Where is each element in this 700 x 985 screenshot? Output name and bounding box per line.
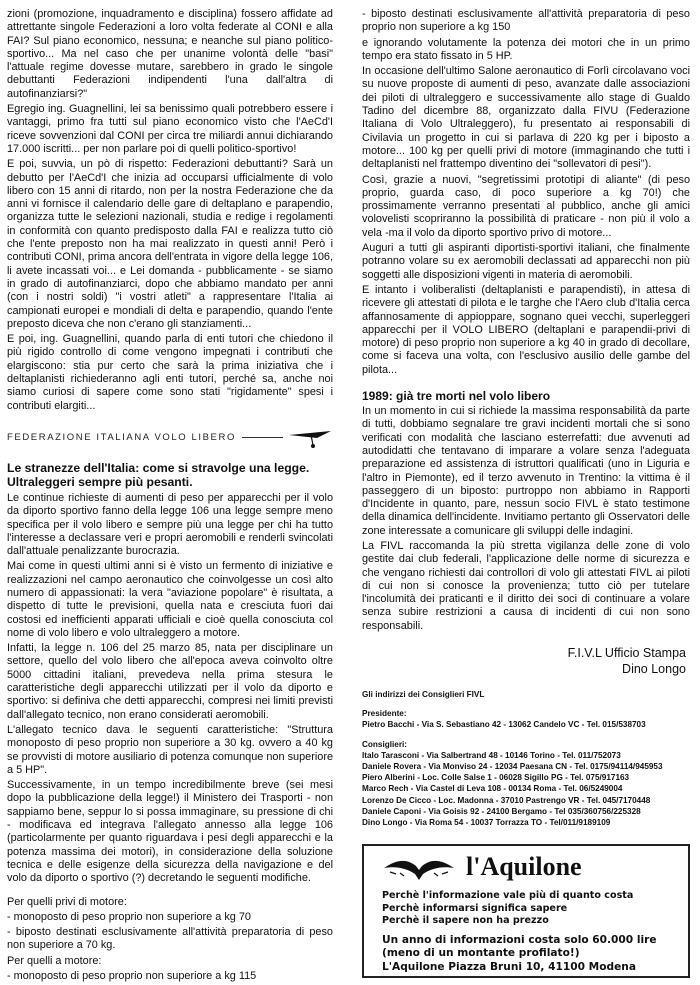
banner-divider [242, 437, 283, 438]
continued-paragraph: - biposto destinati esclusivamente all'attività preparatoria di peso proprio non superiore a kg 150 [362, 8, 690, 34]
hang-glider-icon [287, 427, 333, 449]
signature-office: F.I.V.L Ufficio Stampa [567, 646, 686, 661]
advert-offer [382, 934, 682, 975]
president-label: Presidente: [362, 709, 407, 719]
list-line: Per quelli a motore: [7, 954, 102, 967]
left-column [7, 8, 333, 985]
article-paragraph: Mai come in questi ultimi anni si è visto un fermento di iniziative e realizzazioni nel campo aeronautico che coinvolgesse un così alto numero di appassionati: la vera "aviazione popolare" è risultata, a dispetto di tutte le previsioni, quella nata e cresciuta fuori dai costosi ed inefficienti apparati ufficiali e cioè quella conosciuta col nome di volo libero e volo ultraleggero a motore. [7, 560, 333, 639]
right-column [362, 8, 690, 978]
section-title: 1989: già tre morti nel volo libero [362, 389, 551, 404]
article-title: Le stranezze dell'Italia: come si stravolge una legge. Ultraleggeri sempre più pesanti. [7, 460, 310, 490]
addresses-title: Gli indirizzi dei Consiglieri FIVL [362, 690, 485, 700]
article-paragraph: Le continue richieste di aumenti di peso per apparecchi per il volo da diporto sportivo fanno della legge 106 una legge sempre meno specifica per il volo libero e sempre più una legge per chi ha tutto l'interesse a declassare veri e propri aeromobili e renderli svincolati dall'attuale penalizzante burocrazia. [7, 491, 333, 558]
councillor-address: Lorenzo De Cicco - Loc. Madonna - 37010 Pastrengo VR - Tel. 045/7170448 [362, 795, 651, 805]
aquilone-advert [362, 844, 690, 978]
article-paragraph: Infatti, la legge n. 106 del 25 marzo 85, nata per disciplinare un settore, quello del volo libero che all'epoca aveva coinvolto oltre 5000 cittadini italiani, prevedeva nella prima stesura le caratteristiche degli apparecchi utilizzati per il volo da diporto e sportivo: si definiva che detti apparecchi, compresi nei limiti previsti dall'allegato tecnico, non erano considerati aeromobili. [7, 642, 333, 721]
continued-paragraph: e ignorando volutamente la potenza dei motori che in un primo tempo era stato fissato in 5 HP. [362, 36, 690, 62]
list-line: Per quelli privi di motore: [7, 895, 127, 908]
eagle-logo-icon [382, 852, 456, 882]
list-line: - monoposto di peso proprio non superiore a kg 115 [7, 970, 257, 982]
advert-slogan: Perchè il sapere non ha prezzo [382, 915, 549, 927]
councillor-address: Italo Tarasconi - Via Salbertrand 48 - 10146 Torino - Tel. 011/752073 [362, 750, 621, 760]
councillor-address: Marco Rech - Via Castel di Leva 108 - 00134 Roma - Tel. 06/5249004 [362, 784, 623, 794]
intro-paragraph: zioni (promozione, inquadramento e disciplina) fossero affidate ad attrettante singole Federazioni a loro volta federate al CONI e alla FAI? Sul piano economico, nessuna; e neanche sul piano politico-sportivo... Ma nel caso che per unanime volontà delle "basi" l'attuale regime dovesse mutare, sarebbero in grado le singole debuttanti Federazioni indipendenti l'una dall'altra di autofinanziarsi?" [7, 8, 333, 100]
councillor-address: Piero Alberini - Loc. Colle Salse 1 - 06028 Sigillo PG - Tel. 075/917163 [362, 773, 630, 783]
continued-paragraph: Così, grazie a nuovi, "segretissimi prototipi di aliante" (di peso proprio, guarda caso, di poco superiore a kg 70!) che prossimamente verranno presentati al pubblico, anche gli amici volovelisti scopriranno la possibilità di praticare - non più il volo a vela -ma il volo da diporto sportivo privo di motore... [362, 173, 690, 239]
section-paragraph: In un momento in cui si richiede la massima responsabilità da parte di tutti, dobbiamo segnalare tre gravi incidenti mortali che si sono verificati con modalità che lasciano esterrefatti: due avvenuti ad autodidatti che tentavano di imparare a volare senza l'adeguata preparazione ed assistenza di istruttori qualificati (uno in Liguria e l'altro in Piemonte), ed il terzo avvenuto in Trentino: la vittima è il passeggero di un biposto: purtroppo non abbiamo in Rapporti d'Incidente in quanto, pare, nessun socio FIVL è stato testimone della dinamica dell'incidente. Invitiamo pertanto gli Osservatori delle zone interessate a comunicare gli sviluppi delle indagini. [362, 405, 690, 537]
article-paragraph: L'allegato tecnico dava le seguenti caratteristiche: "Struttura monoposto di peso proprio non superiore a 30 kg. ovvero a 40 kg se provvisti di motore ausiliario di potenza comunque non superiore a 5 HP". [7, 723, 333, 776]
signature-name: Dino Longo [622, 662, 686, 677]
advert-slogans [382, 890, 682, 928]
continued-paragraph: E intanto i voliberalisti (deltaplanisti e parapendisti), in attesa di ricevere gli attestati di pilota e le targhe che l'Aero club d'Italia cerca affannosamente di appioppare, sognano quei vecchi, superleggeri apparecchi per il VOLO LIBERO (deltaplani e parapendii-privi di motore) di peso proprio non superiore a kg 40 in grado di decollare, come si faceva una volta, con l'esclusivo ausilio delle gambe del pilota... [362, 283, 690, 376]
fivl-banner-text: FEDERAZIONE ITALIANA VOLO LIBERO [7, 432, 236, 444]
councillors-label: Consiglieri: [362, 739, 408, 749]
councillor-address: Dino Longo - Via Roma 54 - 10037 Torrazza TO - Tel/011/9189109 [362, 818, 611, 828]
advert-offer-line: (meno di un montante profilato!) [382, 947, 580, 960]
advert-brand-name: l'Aquilone [466, 852, 582, 882]
advert-offer-line: L'Aquilone Piazza Bruni 10, 41100 Modena [382, 960, 636, 973]
advert-slogan: Perchè informarsi significa sapere [382, 902, 568, 914]
intro-paragraph: Egregio ing. Guagnellini, lei sa benissimo quali potrebbero essere i vantaggi, primo fra tutti sul piano economico visto che l'AeCd'I riceve sovvenzioni dal CONI per circa tre miliardi annui dichiarando 17.000 iscritti... per non parlare poi di quelli politico-sportivo! [7, 103, 333, 155]
continued-paragraph: In occasione dell'ultimo Salone aeronautico di Forlì circolavano voci su nuove proposte di aumenti di peso, avanzate dalle associazioni dei piloti di ultraleggero e successivamente allo stage di Gualdo Tadino del dicembre 88, organizzato dalla FIVU (Federazione Italiana di Volo Ultraleggero), fu presentato ai responsabili di Civilavia un progetto in cui si parlava di 220 kg per i biposto a motore... 100 kg per quelli privi di motore (immaginando che tutti i deltaplanisti nel frattempo diventino dei "sollevatori di pesi"). [362, 65, 690, 171]
advert-slogan: Perchè l'informazione vale più di quanto costa [382, 890, 634, 902]
fivl-banner [7, 425, 333, 451]
list-line: - monoposto di peso proprio non superiore a kg 70 [7, 910, 251, 923]
article-paragraph: Successivamente, in un tempo incredibilmente breve (sei mesi dopo la pubblicazione della legge!) il Ministero dei Trasporti - non sappiamo bene, seppur lo si possa immaginare, su pressione di chi - modificava ed integrava l'allegato annesso alla legge 106 (particolarmente per quanto riguardava i pesi degli apparecchi e la potenza massima dei motori), in considerazione della soluzione tecnica e delle esigenze della sicurezza della navigazione e del volo da diporto o sportivo (?) decretando le seguenti modifiche. [7, 779, 333, 885]
councillor-address: Daniele Rovera - Via Monviso 24 - 12034 Paesana CN - Tel. 0175/94114/945953 [362, 762, 663, 772]
section-paragraph: La FIVL raccomanda la più stretta vigilanza delle zone di volo gestite dai club federali, l'applicazione delle norme di sicurezza e che vengano richiesti dai controllori di volo gli attestati FIVL ai piloti di cui non si conosce la provenienza; tutto ciò per tutelare l'incolumità dei praticanti e il diritto dei soci di continuare a volare senza subire restrizioni a causa di incidenti di cui non sono responsabili. [362, 539, 690, 632]
president-address: Pietro Bacchi - Via S. Sebastiano 42 - 13062 Candelo VC - Tel. 015/538703 [362, 720, 646, 730]
advert-offer-line: Un anno di informazioni costa solo 60.000 lire [382, 933, 657, 946]
signature [362, 645, 686, 677]
addresses-block [362, 689, 690, 828]
intro-paragraph: E poi, suvvia, un pò di rispetto: Federazioni debuttanti? Sarà un debutto per l'AeCd'I che inizia ad occuparsi ufficialmente di volo libero con 15 anni di ritardo, non per la nostra Federazione che da anni vi fornisce il calendario delle gare di deltaplano e parapendio, organizza tutte le selezioni nazionali, studia e redige i regolamenti in conformità con quanto predisposto dalla FAI e realizza tutto ciò che l'ente preposto non ha mai realizzato in questi anni! Però i contributi CONI, prima ancora dell'entrata in vigore della legge 106, li avete incassati voi... e Lei domanda - pubblicamente - se siamo in grado di autofinanziarci, dopo che abbiamo mandato per anni (con i nostri soldi) "i vostri atleti" a rappresentare l'Italia ai campionati europei e mondiali di delta e parapendio, quando l'ente preposto diceva che non c'erano gli stanziamenti... [7, 158, 333, 330]
intro-paragraph: E poi, ing. Guagnellini, quando parla di enti tutori che chiedono il più rigido controllo di come vengono impegnati i contributi che elargiscono: stia pur certo che sarà la prima iniziativa che i deltaplanisti richiederanno agli enti tutori, perché sa, anche noi siamo curiosi di sapere come sono stati "rigidamente" spesi i contributi elargiti... [7, 333, 333, 412]
councillor-address: Daniele Caponi - Via Goisis 92 - 24100 Bergamo - Tel 035/360756/225328 [362, 806, 641, 816]
advert-header [382, 850, 682, 884]
continued-paragraph: Auguri a tutti gli aspiranti diportisti-sportivi italiani, che finalmente potranno volare su ex aeromobili declassati ad apparecchi non più soggetti alle disposizioni vigenti in materia di aeromobili. [362, 242, 690, 281]
list-line: - biposto destinati esclusivamente all'attività preparatoria di peso non superiore a 70 kg. [7, 926, 333, 952]
